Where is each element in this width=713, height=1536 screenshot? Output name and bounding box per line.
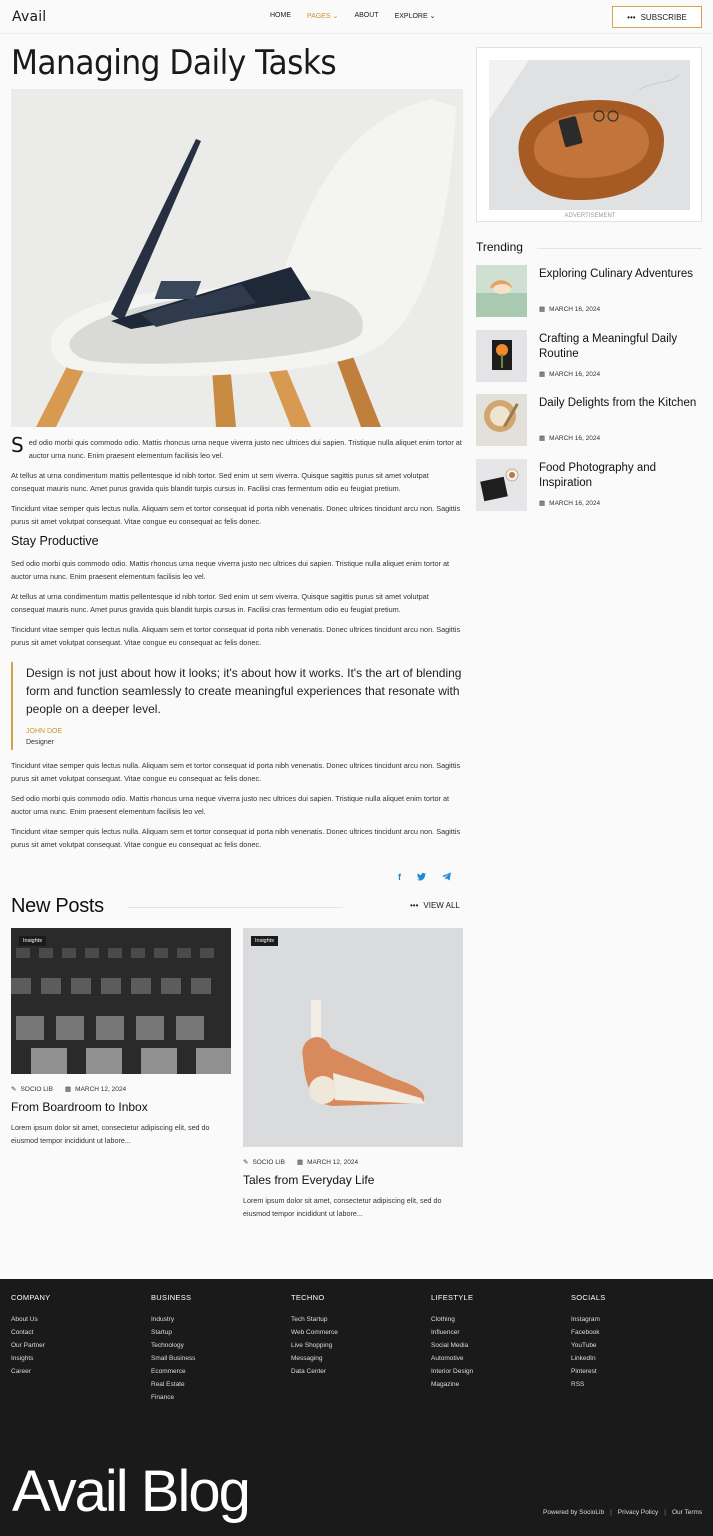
calendar-icon: ▦ bbox=[296, 1159, 304, 1166]
nav-explore[interactable]: EXPLORE ⌄ bbox=[394, 13, 436, 20]
trending-title-text: Food Photography and Inspiration bbox=[539, 462, 657, 489]
category-badge[interactable]: Insights bbox=[19, 936, 46, 946]
nav-pages[interactable]: PAGES ⌄ bbox=[307, 13, 339, 20]
footer-link[interactable]: Clothing bbox=[431, 1316, 455, 1323]
footer-heading: SOCIALS bbox=[571, 1293, 606, 1302]
footer-link[interactable]: Tech Startup bbox=[291, 1316, 328, 1323]
ad-label: ADVERTISEMENT bbox=[564, 213, 616, 219]
trending-item[interactable] bbox=[476, 330, 702, 382]
calendar-icon: ▦ bbox=[539, 371, 546, 378]
divider bbox=[537, 248, 702, 249]
separator: | bbox=[610, 1509, 612, 1516]
chevron-down-icon: ⌄ bbox=[332, 13, 339, 20]
article-paragraph: Tincidunt vitae semper quis lectus nulla. Aliquam sem et tortor consequat id porta nibh venenatis. Donec ultrices tincidunt arcu non. Sagittis purus sit amet volutpat consequat. Vitae congue eu consequat ac felis donec. bbox=[11, 761, 461, 783]
new-posts-title: New Posts bbox=[11, 895, 104, 917]
trending-item[interactable] bbox=[476, 265, 702, 317]
divider bbox=[128, 907, 343, 908]
footer-link[interactable]: Small Business bbox=[151, 1355, 196, 1362]
footer-column-techno bbox=[291, 1293, 421, 1378]
trending-item[interactable] bbox=[476, 394, 702, 446]
footer-link[interactable]: Ecommerce bbox=[151, 1368, 186, 1375]
footer-link[interactable]: RSS bbox=[571, 1381, 585, 1388]
chevron-down-icon: ⌄ bbox=[429, 13, 436, 20]
article-paragraph: At tellus at urna condimentum mattis pellentesque id nibh tortor. Sed enim ut sem viverra. Quisque sagittis purus sit amet volutpat consequat mauris nunc. Amet purus gravida quis blandit turpis cursus in. Facilisi cras fermentum odio eu feugiat pretium. bbox=[11, 471, 429, 493]
footer-link[interactable]: Industry bbox=[151, 1316, 175, 1323]
telegram-icon[interactable] bbox=[442, 872, 451, 883]
article-paragraph: Tincidunt vitae semper quis lectus nulla. Aliquam sem et tortor consequat id porta nibh venenatis. Donec ultrices tincidunt arcu non. Sagittis purus sit amet volutpat consequat. Vitae congue eu consequat ac felis donec. bbox=[11, 504, 461, 526]
main-nav bbox=[270, 12, 435, 20]
dots-icon: ••• bbox=[410, 901, 419, 910]
quote-author: JOHN DOE bbox=[26, 728, 63, 735]
article-paragraph: Tincidunt vitae semper quis lectus nulla. Aliquam sem et tortor consequat id porta nibh venenatis. Donec ultrices tincidunt arcu non. Sagittis purus sit amet volutpat consequat. Vitae congue eu consequat ac felis donec. bbox=[11, 827, 461, 849]
post-card[interactable] bbox=[243, 928, 463, 1223]
post-title[interactable]: From Boardroom to Inbox bbox=[11, 1100, 148, 1114]
post-image bbox=[11, 928, 231, 1074]
footer-link[interactable]: Magazine bbox=[431, 1381, 460, 1388]
trending-thumbnail bbox=[476, 265, 527, 317]
post-title[interactable]: Tales from Everyday Life bbox=[243, 1173, 375, 1187]
trending-title-text: Daily Delights from the Kitchen bbox=[539, 397, 697, 409]
footer-link[interactable]: Live Shopping bbox=[291, 1342, 333, 1349]
site-footer bbox=[0, 1279, 713, 1536]
powered-by[interactable]: Powered by SocioLib bbox=[543, 1509, 605, 1516]
article-paragraph: Sed odio morbi quis commodo odio. Mattis rhoncus urna neque viverra justo nec ultrices dui sapien. Tristique nulla aliquet enim tortor at auctor urna nunc. Enim praesent elementum facilisis leo vel. bbox=[11, 559, 450, 581]
calendar-icon: ▦ bbox=[539, 500, 546, 507]
trending-thumbnail bbox=[476, 330, 527, 382]
site-header bbox=[0, 0, 713, 34]
facebook-icon[interactable]: f bbox=[398, 872, 401, 882]
footer-link[interactable]: Technology bbox=[151, 1342, 184, 1349]
separator: | bbox=[664, 1509, 666, 1516]
footer-link[interactable]: Insights bbox=[11, 1355, 34, 1362]
footer-column-company bbox=[11, 1293, 141, 1378]
post-image bbox=[243, 928, 463, 1147]
section-heading: Stay Productive bbox=[11, 534, 99, 548]
dots-icon: ••• bbox=[627, 12, 636, 22]
quote-text: Design is not just about how it looks; it's about how it works. It's the art of blending form and function seamlessly to create meaningful experiences that resonate with people on a deeper level. bbox=[26, 666, 462, 716]
post-meta: ✎ SOCIO LIB ▦ MARCH 12, 2024 bbox=[11, 1085, 127, 1093]
dropcap: S bbox=[11, 433, 24, 457]
footer-link[interactable]: Finance bbox=[151, 1394, 175, 1401]
post-excerpt: Lorem ipsum dolor sit amet, consectetur adipiscing elit, sed do eiusmod tempor incididunt ut labore... bbox=[11, 1123, 210, 1145]
calendar-icon: ▦ bbox=[539, 306, 546, 313]
calendar-icon: ▦ bbox=[539, 435, 546, 442]
twitter-icon[interactable] bbox=[417, 872, 426, 883]
footer-link[interactable]: Messaging bbox=[291, 1355, 323, 1362]
article-paragraph: At tellus at urna condimentum mattis pellentesque id nibh tortor. Sed enim ut sem viverra. Quisque sagittis purus sit amet volutpat consequat mauris nunc. Amet purus gravida quis blandit turpis cursus in. Facilisi cras fermentum odio eu feugiat pretium. bbox=[11, 592, 429, 614]
share-buttons bbox=[398, 872, 451, 883]
trending-date: ▦ MARCH 16, 2024 bbox=[539, 434, 601, 442]
trending-thumbnail bbox=[476, 459, 527, 511]
view-all-button[interactable]: ••• VIEW ALL bbox=[410, 901, 460, 910]
footer-column-socials bbox=[571, 1293, 701, 1391]
category-badge[interactable]: Insights bbox=[251, 936, 278, 946]
privacy-link[interactable]: Privacy Policy bbox=[617, 1509, 659, 1516]
footer-column-lifestyle bbox=[431, 1293, 561, 1391]
trending-item[interactable] bbox=[476, 459, 702, 511]
article-paragraph: Sed odio morbi quis commodo odio. Mattis rhoncus urna neque viverra justo nec ultrices dui sapien. Tristique nulla aliquet enim tortor at auctor urna nunc. Enim praesent elementum facilisis leo vel. bbox=[11, 433, 462, 460]
trending-date: ▦ MARCH 16, 2024 bbox=[539, 499, 601, 507]
quote-role: Designer bbox=[26, 739, 55, 746]
footer-heading: COMPANY bbox=[11, 1293, 51, 1302]
footer-link[interactable]: Influencer bbox=[431, 1329, 460, 1336]
post-excerpt: Lorem ipsum dolor sit amet, consectetur adipiscing elit, sed do eiusmod tempor incididunt ut labore... bbox=[243, 1196, 442, 1218]
nav-home[interactable]: HOME bbox=[270, 12, 291, 19]
pencil-icon: ✎ bbox=[11, 1086, 17, 1093]
footer-heading: BUSINESS bbox=[151, 1293, 192, 1302]
nav-about[interactable]: ABOUT bbox=[354, 12, 379, 19]
footer-link[interactable]: Social Media bbox=[431, 1342, 469, 1349]
pencil-icon: ✎ bbox=[243, 1159, 249, 1166]
trending-thumbnail bbox=[476, 394, 527, 446]
article-title: Managing Daily Tasks bbox=[11, 43, 337, 83]
footer-link[interactable]: Web Commerce bbox=[291, 1329, 338, 1336]
article-paragraph: Tincidunt vitae semper quis lectus nulla. Aliquam sem et tortor consequat id porta nibh venenatis. Donec ultrices tincidunt arcu non. Sagittis purus sit amet volutpat consequat. Vitae congue eu consequat ac felis donec. bbox=[11, 625, 461, 647]
footer-link[interactable]: Real Estate bbox=[151, 1381, 185, 1388]
footer-link[interactable]: Career bbox=[11, 1368, 31, 1375]
footer-column-business bbox=[151, 1293, 281, 1404]
trending-title: Trending bbox=[476, 240, 523, 254]
footer-legal bbox=[543, 1509, 702, 1516]
footer-link[interactable]: Automotive bbox=[431, 1355, 464, 1362]
footer-brand: Avail Blog bbox=[12, 1459, 249, 1524]
subscribe-button[interactable]: ••• SUBSCRIBE bbox=[612, 6, 702, 28]
footer-link[interactable]: Our Partner bbox=[11, 1342, 45, 1349]
footer-link[interactable]: Instagram bbox=[571, 1316, 600, 1323]
calendar-icon: ▦ bbox=[64, 1086, 72, 1093]
footer-link[interactable]: Interior Design bbox=[431, 1368, 474, 1375]
trending-date: ▦ MARCH 16, 2024 bbox=[539, 305, 601, 313]
post-card[interactable] bbox=[11, 928, 231, 1148]
footer-link[interactable]: Startup bbox=[151, 1329, 172, 1336]
post-meta: ✎ SOCIO LIB ▦ MARCH 12, 2024 bbox=[243, 1158, 359, 1166]
footer-link[interactable]: YouTube bbox=[571, 1342, 597, 1349]
trending-title-text: Crafting a Meaningful Daily Routine bbox=[539, 333, 678, 360]
trending-title-text: Exploring Culinary Adventures bbox=[539, 268, 694, 280]
footer-link[interactable]: Contact bbox=[11, 1329, 34, 1336]
site-logo[interactable]: Avail bbox=[12, 9, 47, 25]
trending-date: ▦ MARCH 16, 2024 bbox=[539, 370, 601, 378]
hero-image bbox=[11, 89, 463, 427]
advertisement[interactable] bbox=[476, 47, 702, 222]
article-paragraph: Sed odio morbi quis commodo odio. Mattis rhoncus urna neque viverra justo nec ultrices dui sapien. Tristique nulla aliquet enim tortor at auctor urna nunc. Enim praesent elementum facilisis leo vel. bbox=[11, 794, 450, 816]
footer-link[interactable]: LinkedIn bbox=[571, 1355, 596, 1362]
ad-image bbox=[489, 60, 690, 210]
footer-heading: TECHNO bbox=[291, 1293, 325, 1302]
footer-link[interactable]: About Us bbox=[11, 1316, 38, 1323]
footer-heading: LIFESTYLE bbox=[431, 1293, 474, 1302]
terms-link[interactable]: Our Terms bbox=[671, 1509, 703, 1516]
blockquote bbox=[11, 662, 463, 750]
footer-link[interactable]: Pinterest bbox=[571, 1368, 597, 1375]
footer-link[interactable]: Data Center bbox=[291, 1368, 327, 1375]
footer-link[interactable]: Facebook bbox=[571, 1329, 600, 1336]
